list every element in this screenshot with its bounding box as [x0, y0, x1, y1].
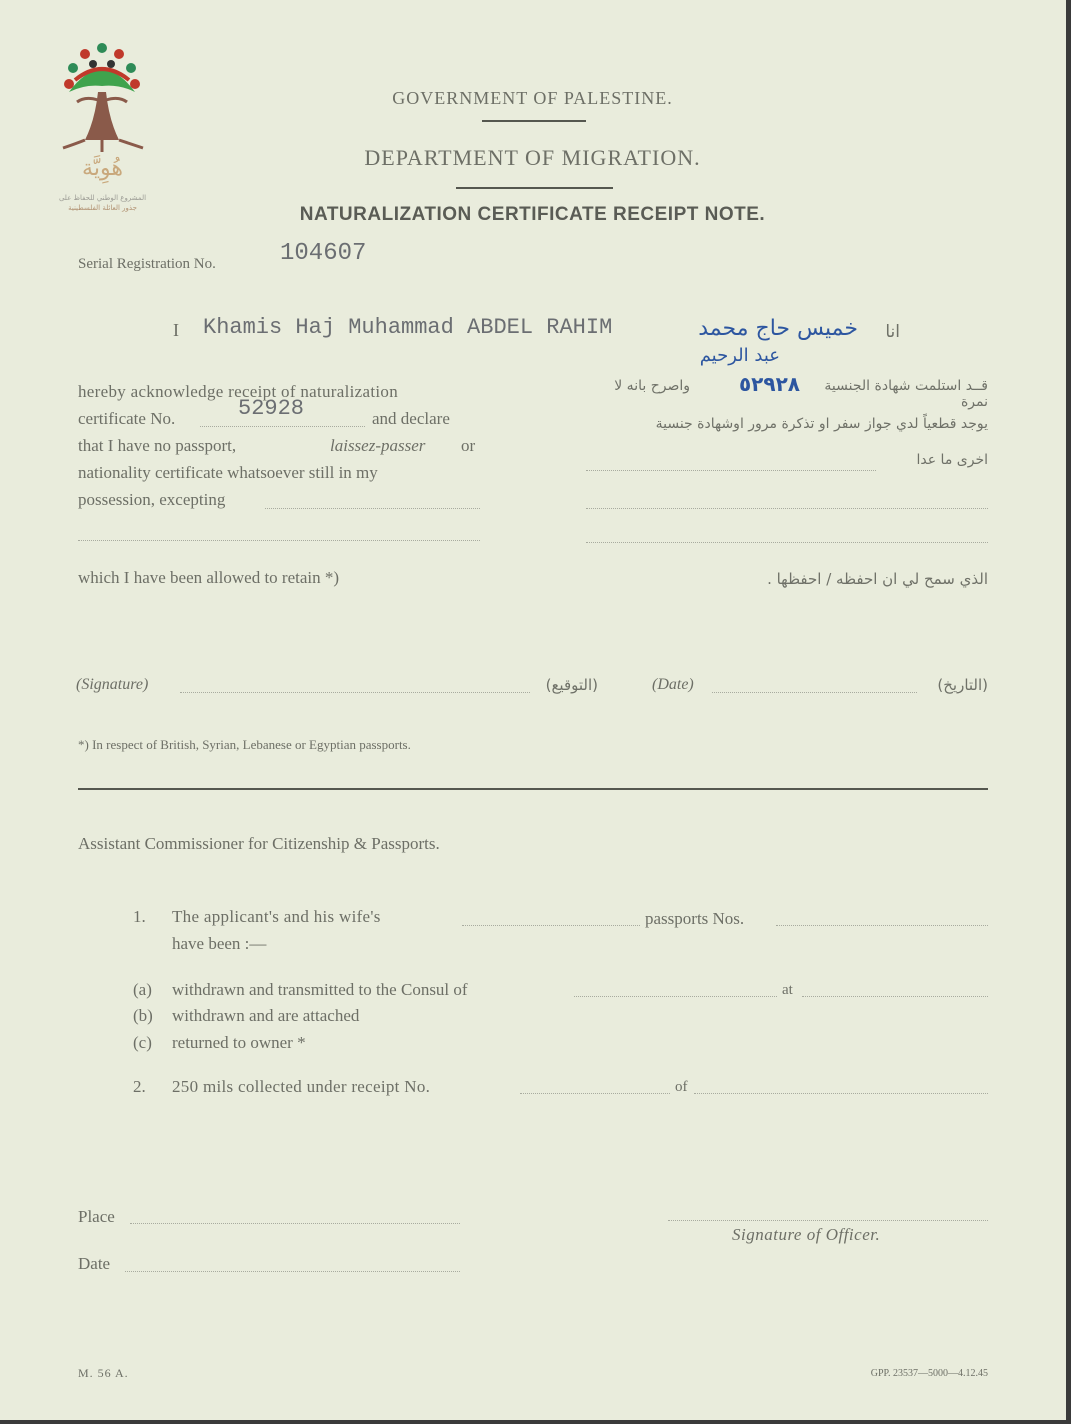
body-line-3a: that I have no passport,	[78, 436, 237, 455]
body-line-4: nationality certificate whatsoever still in my	[78, 463, 378, 482]
item-2-number: 2.	[133, 1077, 146, 1096]
arabic-line-1a: قــد استلمت شهادة الجنسية نمرة	[824, 378, 988, 410]
certificate-number-dots	[200, 426, 365, 427]
logo-caption: هُوِيَّة	[82, 156, 123, 181]
form-code-left: M. 56 A.	[78, 1366, 129, 1380]
header-rule-1	[482, 120, 586, 122]
body-line-1: hereby acknowledge receipt of naturalization	[78, 382, 398, 401]
arabic-excepting-dots-2	[586, 508, 988, 509]
excepting-dots	[265, 508, 480, 509]
item-1-dots-b	[776, 925, 988, 926]
item-1-text-c: have been :—	[172, 934, 267, 953]
body-line-2b: and declare	[372, 409, 450, 428]
section-divider	[78, 788, 988, 790]
page-title: NATURALIZATION CERTIFICATE RECEIPT NOTE.	[299, 204, 766, 225]
logo-subtitle-2: جذور العائلة الفلسطينية	[68, 204, 137, 212]
item-b-text: withdrawn and are attached	[172, 1006, 360, 1025]
date-label-ar: (التاريخ)	[937, 676, 988, 694]
applicant-prefix: I	[173, 320, 179, 340]
arabic-excepting-dots	[586, 470, 876, 471]
heritage-logo	[55, 40, 150, 220]
arabic-line-2: يوجد قطعياً لدي جواز سفر او تذكرة مرور اوشهادة جنسية	[655, 416, 988, 432]
item-1-number: 1.	[133, 907, 146, 926]
arabic-certificate-number-handwritten: ٥٢٩٢٨	[738, 372, 800, 396]
logo-subtitle-1: المشروع الوطني للحفاظ على	[58, 194, 147, 202]
applicant-name-ar-handwritten: خميس حاج محمد	[698, 316, 858, 341]
item-1-text-b: passports Nos.	[645, 909, 745, 928]
applicant-prefix-ar: انا	[885, 322, 900, 342]
arabic-line-1b: واصرح بانه لا	[614, 378, 690, 394]
tree-icon	[55, 40, 150, 170]
date-officer-label: Date	[78, 1254, 111, 1273]
item-c-label: (c)	[133, 1033, 152, 1052]
scan-edge-bottom	[0, 1420, 1071, 1424]
item-b-label: (b)	[133, 1006, 153, 1025]
footnote: *) In respect of British, Syrian, Lebanese or Egyptian passports.	[78, 737, 411, 752]
officer-signature-dots	[668, 1220, 988, 1221]
place-label: Place	[78, 1207, 115, 1226]
date-dots	[712, 692, 917, 693]
item-1-text-a: The applicant's and his wife's	[172, 907, 381, 926]
header-rule-2	[456, 187, 613, 189]
serial-number: 104607	[280, 240, 367, 267]
item-2-text: 250 mils collected under receipt No.	[172, 1077, 431, 1096]
date-label: (Date)	[652, 676, 694, 693]
arabic-excepting-dots-3	[586, 542, 988, 543]
commissioner-title: Assistant Commissioner for Citizenship & Passports.	[78, 834, 440, 853]
item-a-label: (a)	[133, 980, 152, 999]
form-code-right: GPP. 23537—5000—4.12.45	[870, 1368, 988, 1379]
signature-label: (Signature)	[76, 676, 149, 693]
scan-edge-right	[1066, 0, 1071, 1424]
retain-line: which I have been allowed to retain *)	[78, 568, 340, 587]
applicant-name: Khamis Haj Muhammad ABDEL RAHIM	[203, 315, 613, 340]
serial-label: Serial Registration No.	[78, 256, 216, 272]
signature-label-ar: (التوقيع)	[545, 676, 598, 694]
certificate-number: 52928	[238, 396, 305, 421]
body-line-3b: laissez-passer	[330, 436, 426, 455]
applicant-surname-ar-handwritten: عبد الرحيم	[699, 345, 780, 366]
government-heading: GOVERNMENT OF PALESTINE.	[392, 88, 673, 108]
item-a-dots-place	[802, 996, 988, 997]
department-heading: DEPARTMENT OF MIGRATION.	[364, 145, 701, 170]
item-c-text: returned to owner *	[172, 1033, 306, 1052]
item-2-dots-receipt	[520, 1093, 670, 1094]
place-dots	[130, 1223, 460, 1224]
item-a-text: withdrawn and transmitted to the Consul of	[172, 980, 468, 999]
arabic-retain-line: الذي سمح لي ان احفظه / احفظها .	[767, 570, 988, 588]
item-2-of: of	[675, 1079, 688, 1095]
item-1-dots-a	[462, 925, 640, 926]
body-line-5: possession, excepting	[78, 490, 226, 509]
item-2-dots-date	[694, 1093, 988, 1094]
item-a-at: at	[782, 982, 793, 998]
body-line-3c: or	[461, 436, 476, 455]
officer-signature-label: Signature of Officer.	[732, 1225, 881, 1244]
arabic-line-3: اخرى ما عدا	[916, 452, 988, 468]
signature-dots	[180, 692, 530, 693]
date-officer-dots	[125, 1271, 460, 1272]
item-a-dots-consul	[574, 996, 777, 997]
body-line-2a: certificate No.	[78, 409, 176, 428]
excepting-dots-2	[78, 540, 480, 541]
